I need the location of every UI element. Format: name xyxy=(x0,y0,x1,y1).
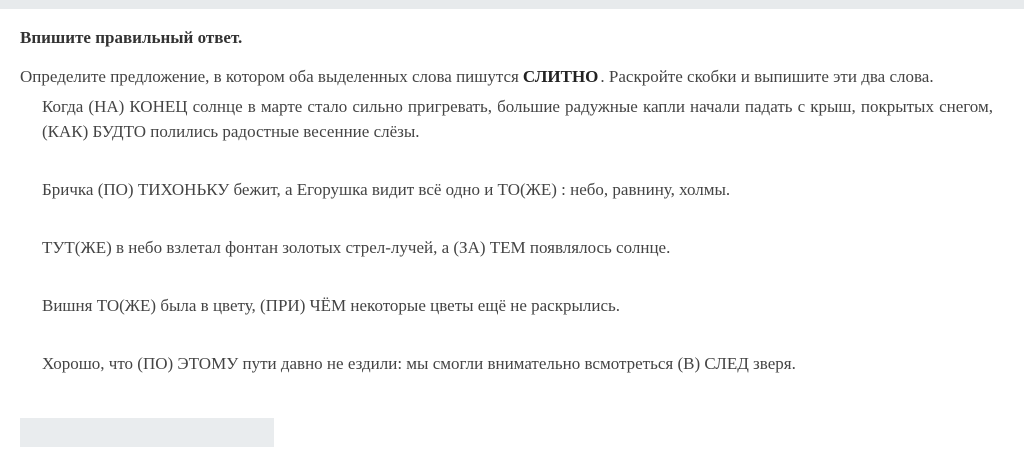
option-sentence-5: Хорошо, что (ПО) ЭТОМУ пути давно не ездили: мы смогли внимательно всмотреться (В) СЛЕД зверя. xyxy=(42,354,796,373)
top-bar xyxy=(0,0,1024,9)
instruction-heading: Впишите правильный ответ. xyxy=(20,28,243,47)
task-suffix: . Раскройте скобки и выпишите эти два слова. xyxy=(600,67,934,86)
option-sentence-1: Когда (НА) КОНЕЦ солнце в марте стало сильно пригревать, большие радужные капли начали падать с крыш, покрытых снегом, (КАК) БУДТО полились радостные весенние слёзы. xyxy=(42,97,993,141)
task-emphasis: СЛИТНО xyxy=(522,67,599,86)
task-text xyxy=(20,67,1010,87)
answer-input[interactable] xyxy=(20,418,274,447)
option-sentence-2: Бричка (ПО) ТИХОНЬКУ бежит, а Егорушка видит всё одно и ТО(ЖЕ) : небо, равнину, холмы. xyxy=(42,180,731,199)
option-sentence-4: Вишня ТО(ЖЕ) была в цвету, (ПРИ) ЧЁМ некоторые цветы ещё не раскрылись. xyxy=(42,296,621,315)
option-sentence-3: ТУТ(ЖЕ) в небо взлетал фонтан золотых стрел-лучей, а (ЗА) ТЕМ появлялось солнце. xyxy=(42,238,671,257)
task-prefix: Определите предложение, в котором оба выделенных слова пишутся xyxy=(20,67,519,86)
